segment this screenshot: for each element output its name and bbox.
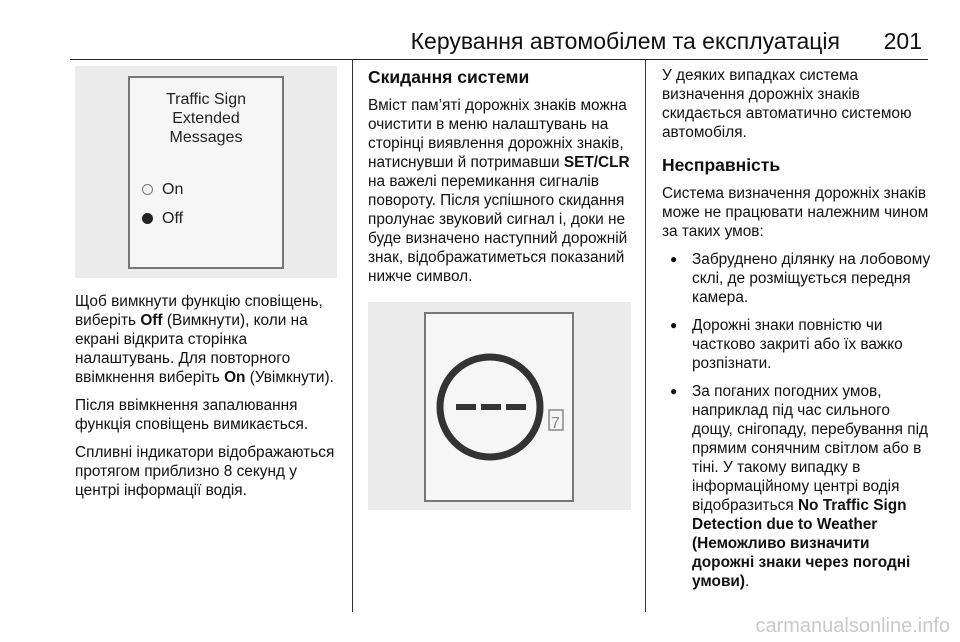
figure-label: 7 xyxy=(551,415,560,432)
condition-list xyxy=(662,250,932,591)
paragraph: Після ввімкнення запалювання функція сповіщень вимикається. xyxy=(75,397,309,433)
option-on-label: On xyxy=(162,181,184,198)
section-heading: Несправність xyxy=(662,155,781,175)
no-sign-detected-icon xyxy=(426,314,572,500)
display-screen xyxy=(128,76,284,269)
section-heading: Скидання системи xyxy=(368,67,530,87)
column-divider xyxy=(645,60,646,612)
option-off xyxy=(142,209,183,228)
paragraph: Щоб вимкнути функцію сповіщень, виберіть Off (Вимкнути), коли на екрані відкрита сторінка налаштувань. Для повторного ввімкнення виберіть On (Увімкнути). xyxy=(75,293,334,386)
page-header xyxy=(70,26,928,60)
list-item: ● Дорожні знаки повністю чи частково закриті або їх важко розпізнати. xyxy=(662,316,932,373)
paragraph: У деяких випадках система визначення дорожніх знаків скидається автоматично системою автомобіля. xyxy=(662,67,912,141)
screen-title-line: Traffic Sign xyxy=(165,91,247,108)
header-title: Керування автомобілем та експлуатація xyxy=(410,28,840,54)
reset-symbol-figure xyxy=(368,302,631,510)
column-left xyxy=(75,66,345,509)
paragraph: Спливні індикатори відображаються протягом приблизно 8 секунд у центрі інформації водія. xyxy=(75,444,335,499)
option-off-label: Off xyxy=(162,210,184,227)
settings-screen-figure xyxy=(75,66,337,278)
sign-panel xyxy=(424,312,574,502)
paragraph: Вміст пам’яті дорожніх знаків можна очистити в меню налаштувань на сторінці виявлення дорожніх знаків, натиснувши й потримавши SET/CLR на важелі перемикання сигналів повороту. Після успішного скидання пролунає звуковий сигнал і, доки не буде визначено наступний дорожній знак, відображатиметься показаний нижче символ. xyxy=(368,97,630,285)
column-middle xyxy=(368,66,638,510)
radio-empty-icon xyxy=(142,184,153,195)
option-on xyxy=(142,180,183,199)
screen-title-line: Extended xyxy=(172,110,240,127)
header-rule xyxy=(70,59,928,60)
column-divider xyxy=(352,60,353,612)
list-item: ● За поганих погодних умов, наприклад під час сильного дощу, снігопаду, перебування під прямим сонячним світлом або в тіні. У такому випадку в інформаційному центрі водія відобразиться No Traffic Sign Detection due to Weather (Неможливо визначити дорожні знаки через погодні умови). xyxy=(662,382,932,591)
page-number: 201 xyxy=(883,28,922,54)
watermark: carmanualsonline.info xyxy=(755,615,950,637)
screen-title-line: Messages xyxy=(169,129,243,146)
list-item: ● Забруднено ділянку на лобовому склі, де розміщується передня камера. xyxy=(662,250,932,307)
paragraph: Система визначення дорожніх знаків може не працювати належним чином за таких умов: xyxy=(662,185,929,240)
column-right xyxy=(662,66,932,600)
screen-title xyxy=(130,90,282,147)
radio-filled-icon xyxy=(142,213,153,224)
